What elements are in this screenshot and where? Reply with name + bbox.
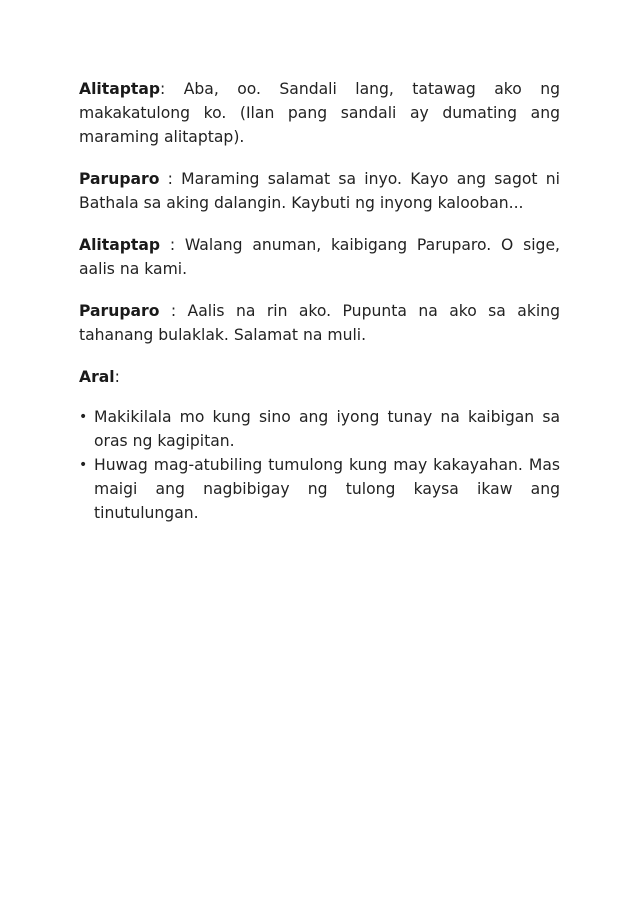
lesson-heading — [79, 365, 560, 389]
speaker-separator: : — [159, 170, 182, 188]
lesson-heading-colon: : — [114, 368, 120, 386]
lesson-item — [79, 405, 560, 453]
lesson-item-text: Makikilala mo kung sino ang iyong tunay na kaibigan sa oras ng kagipitan. — [94, 408, 560, 450]
speaker-name: Paruparo — [79, 302, 160, 320]
dialogue-line-3 — [79, 233, 560, 281]
dialogue-text: Walang anuman, kaibigang Paruparo. O sige, aalis na kami. — [79, 236, 560, 278]
speaker-name: Alitaptap — [79, 80, 161, 98]
dialogue-text: Aba, oo. Sandali lang, tatawag ako ng makakatulong ko. (Ilan pang sandali ay dumating ang maraming alitaptap). — [79, 80, 560, 146]
lesson-heading-label: Aral — [79, 368, 115, 386]
dialogue-text: Aalis na rin ako. Pupunta na ako sa aking tahanang bulaklak. Salamat na muli. — [79, 302, 560, 344]
dialogue-text: Maraming salamat sa inyo. Kayo ang sagot ni Bathala sa aking dalangin. Kaybuti ng inyong kalooban... — [79, 170, 560, 212]
speaker-separator: : — [160, 80, 184, 98]
lesson-list — [79, 405, 560, 525]
story-content — [79, 77, 560, 525]
lesson-item-text: Huwag mag-atubiling tumulong kung may kakayahan. Mas maigi ang nagbibigay ng tulong kaysa ikaw ang tinutulungan. — [94, 456, 560, 522]
dialogue-line-2 — [79, 167, 560, 215]
bullet-icon: • — [79, 457, 88, 473]
speaker-separator: : — [160, 236, 185, 254]
speaker-separator: : — [159, 302, 188, 320]
bullet-icon: • — [79, 409, 88, 425]
lesson-item — [79, 453, 560, 525]
dialogue-line-1 — [79, 77, 560, 149]
speaker-name: Alitaptap — [79, 236, 161, 254]
dialogue-line-4 — [79, 299, 560, 347]
speaker-name: Paruparo — [79, 170, 160, 188]
